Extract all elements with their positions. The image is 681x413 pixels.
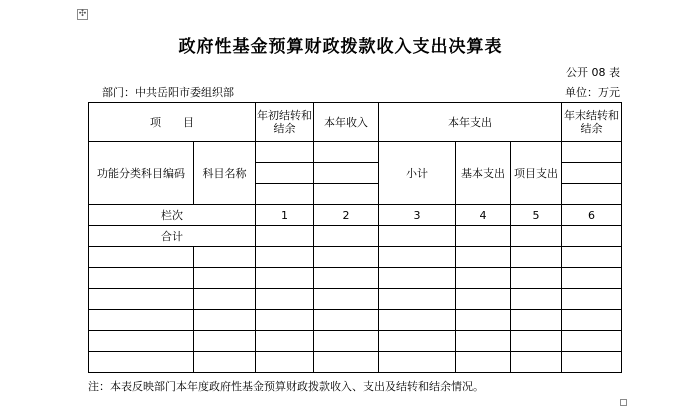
header-func-code: 功能分类科目编码 (89, 142, 194, 205)
table-cell (511, 226, 562, 247)
table-cell (256, 184, 314, 205)
column-index-label: 栏次 (89, 205, 256, 226)
table-cell (314, 226, 379, 247)
table-cell (379, 226, 456, 247)
column-index-5: 5 (511, 205, 562, 226)
table-cell (562, 142, 622, 163)
header-basic-expense: 基本支出 (456, 142, 511, 205)
table-move-handle-icon[interactable]: ✣ (78, 9, 87, 19)
header-begin-balance: 年初结转和结余 (256, 103, 314, 142)
form-code: 公开 08 表 (566, 66, 620, 79)
table-row (89, 352, 622, 373)
resize-handle-icon[interactable] (620, 399, 627, 406)
table-cell (256, 142, 314, 163)
table-cell (256, 163, 314, 184)
table-row (89, 331, 622, 352)
table-row (89, 310, 622, 331)
column-index-4: 4 (456, 205, 511, 226)
table-cell (314, 142, 379, 163)
unit-label: 单位：万元 (565, 86, 620, 99)
table-cell (562, 163, 622, 184)
table-cell (456, 226, 511, 247)
table-cell (562, 226, 622, 247)
header-item: 项 目 (89, 103, 256, 142)
department-label: 部门：中共岳阳市委组织部 (102, 86, 234, 99)
table-cell (562, 184, 622, 205)
page-title: 政府性基金预算财政拨款收入支出决算表 (178, 37, 503, 57)
table-row (89, 289, 622, 310)
column-index-3: 3 (379, 205, 456, 226)
header-expense: 本年支出 (379, 103, 562, 142)
table-cell (256, 226, 314, 247)
header-project-expense: 项目支出 (511, 142, 562, 205)
table-row (89, 247, 622, 268)
header-subtotal: 小计 (379, 142, 456, 205)
table-row (89, 268, 622, 289)
header-income: 本年收入 (314, 103, 379, 142)
column-index-1: 1 (256, 205, 314, 226)
total-label: 合计 (89, 226, 256, 247)
budget-table (88, 102, 622, 373)
header-end-balance: 年末结转和结余 (562, 103, 622, 142)
table-note: 注：本表反映部门本年度政府性基金预算财政拨款收入、支出及结转和结余情况。 (88, 380, 484, 393)
column-index-2: 2 (314, 205, 379, 226)
table-cell (314, 184, 379, 205)
table-cell (314, 163, 379, 184)
column-index-6: 6 (562, 205, 622, 226)
header-subject-name: 科目名称 (194, 142, 256, 205)
